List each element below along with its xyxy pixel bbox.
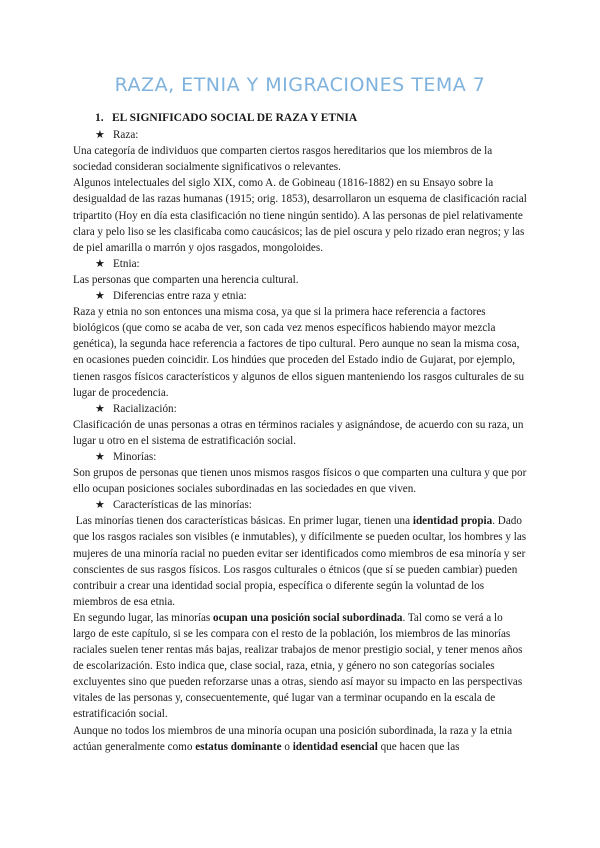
bullet-minorias — [95, 449, 528, 465]
paragraph: Clasificación de unas personas a otras en términos raciales y asignándose, de acuerdo con su raza, un lugar u otro en el sistema de estratificación social. — [73, 418, 524, 447]
paragraph: Raza y etnia no son entonces una misma cosa, ya que si la primera hace referencia a factores biológicos (que como se acaba de ver, son cada vez menos específicos habiendo mayor mezcla genética), la segunda hace referencia a factores de tipo cultural. Pero aunque no sean la misma cosa, en ocasiones pueden coincidir. Los hindúes que proceden del Estado indio de Gujarat, por ejemplo, tienen rasgos físicos característicos y algunos de ellos siguen manteniendo los rasgos culturales de su lugar de procedencia. — [73, 306, 525, 399]
bullet-label: Etnia: — [113, 257, 140, 270]
text-run: . Tal como se verá a lo largo de este capítulo, si se les compara con el resto de la población, los miembros de las minorías raciales suelen tener rentas más bajas, realizar trabajos de menor prestigio social, y tener menos años de escolarización. Esto indica que, clase social, raza, etnia, y género no son categorías sociales excluyentes sino que pueden reforzarse unas a otras, siendo así mayor su impacto en las perspectivas vitales de las personas y, consecuentemente, qué lugar van a terminar ocupando en la escala de estratificación social. — [73, 611, 523, 721]
paragraph: Una categoría de individuos que comparten ciertos rasgos hereditarios que los miembros de la sociedad consideran socialmente significativos o relevantes. — [73, 145, 493, 174]
section-number: 1. — [95, 112, 104, 124]
bold-term: estatus dominante — [195, 740, 282, 753]
star-bullet-icon: ★ — [95, 257, 105, 270]
paragraph: Las personas que comparten una herencia cultural. — [73, 273, 299, 286]
document-body — [73, 110, 528, 755]
text-run: . Dado que los rasgos raciales son visibles (e inmutables), y difícilmente se pueden ocultar, los hombres y las mujeres de una minoría racial no pueden evitar ser identificados como miembros de esa minoría y ser conscientes de sus rasgos físicos. Los rasgos culturales o étnicos (que sí se pueden cambiar) pueden contribuir a crear una identidad social propia, específica o diferente según la voluntad de los miembros de esa etnia. — [73, 515, 527, 608]
text-run: o — [281, 740, 293, 753]
text-run: En segundo lugar, las minorías — [73, 611, 214, 624]
star-bullet-icon: ★ — [95, 450, 105, 463]
bullet-etnia — [95, 256, 528, 272]
paragraph: Son grupos de personas que tienen unos mismos rasgos físicos o que comparten una cultura y que por ello ocupan posiciones sociales subordinadas en las sociedades en que viven. — [73, 467, 527, 496]
text-run: Las minorías tienen dos características básicas. En primer lugar, tienen una — [75, 515, 413, 528]
paragraph: Algunos intelectuales del siglo XIX, como A. de Gobineau (1816-1882) en su Ensayo sobre la desigualdad de las razas humanas (1915; orig. 1853), desarrollaron un esquema de clasificación racial tripartito (Hoy en día esta clasificación no tiene ningún sentido). A las personas de piel relativamente clara y pelo liso se les clasificaba como caucásicos; las de piel oscura y pelo rizado eran negros; y las de piel amarilla o marrón y ojos rasgados, mongoloides. — [73, 177, 527, 254]
section-title: EL SIGNIFICADO SOCIAL DE RAZA Y ETNIA — [112, 112, 358, 124]
bold-term: identidad esencial — [292, 740, 378, 753]
paragraph-subordinada — [73, 610, 528, 723]
paragraph-identidad — [73, 513, 528, 610]
text-run: Aunque no todos los miembros de una minoría ocupan una posición subordinada, la raza y la etnia actúan generalmente como — [73, 724, 513, 753]
section-heading — [95, 110, 528, 126]
bold-term: ocupan una posición social subordinada — [213, 611, 403, 624]
bullet-label: Características de las minorías: — [113, 499, 252, 512]
star-bullet-icon: ★ — [95, 290, 105, 303]
star-bullet-icon: ★ — [95, 402, 105, 415]
bullet-label: Diferencias entre raza y etnia: — [113, 290, 247, 303]
bullet-label: Minorías: — [113, 450, 157, 463]
star-bullet-icon: ★ — [95, 499, 105, 512]
paragraph-estatus — [73, 723, 528, 755]
bullet-caracteristicas — [95, 497, 528, 513]
bullet-racializacion — [95, 401, 528, 417]
bold-term: identidad propia — [412, 515, 493, 528]
bullet-label: Raza: — [113, 129, 139, 142]
document-title: RAZA, ETNIA Y MIGRACIONES TEMA 7 — [114, 74, 486, 96]
bullet-diferencias — [95, 288, 528, 304]
bullet-label: Racialización: — [113, 402, 177, 415]
text-run: que hacen que las — [377, 740, 460, 753]
star-bullet-icon: ★ — [95, 129, 105, 142]
bullet-raza — [95, 127, 528, 143]
